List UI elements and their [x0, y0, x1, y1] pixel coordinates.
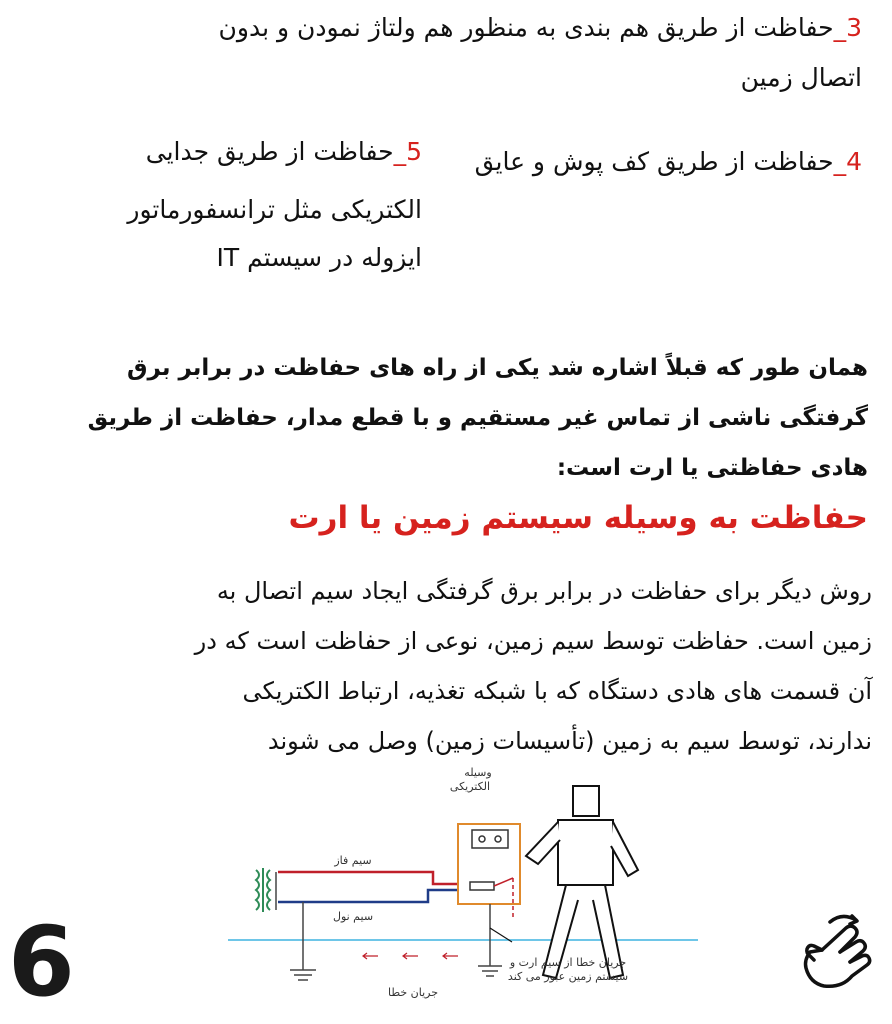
intro-line: گرفتگی ناشی از تماس غیر مستقیم و با قطع مدار، حفاظت از طریق [87, 405, 868, 431]
list-item-3-continued: اتصال زمین [740, 63, 862, 92]
neutral-wire [278, 890, 466, 902]
person-figure [526, 786, 638, 978]
body-line: زمین است. حفاظت توسط سیم زمین، نوعی از حفاظت است که در [194, 627, 872, 655]
phase-wire-label: سیم فاز [334, 854, 372, 867]
body-line: آن قسمت های هادی دستگاه که با شبکه تغذیه، ارتباط الکتریکی [242, 677, 872, 705]
item-text: حفاظت از طریق هم بندی به منظور هم ولتاژ نمودن و بدون [218, 13, 834, 42]
item-text: حفاظت از طریق جدایی [145, 137, 394, 166]
ground-symbol-icon [290, 970, 316, 980]
item-text: حفاظت از طریق کف پوش و عایق [474, 147, 834, 176]
transformer-coil-icon [256, 868, 270, 912]
list-item-5-continued: الکتریکی مثل ترانسفورماتور [127, 195, 422, 224]
fault-note: جریان خطا از سیم ارت و [509, 956, 627, 969]
list-item-5 [42, 128, 422, 176]
list-item-5-continued: ایزوله در سیستم IT [216, 243, 422, 272]
device-label: وسیله [464, 766, 492, 779]
earthing-diagram [228, 760, 698, 1018]
list-item-3 [32, 4, 862, 52]
item-number: 3_ [833, 13, 862, 42]
fault-current-arrows [363, 953, 458, 959]
body-line: روش دیگر برای حفاظت در برابر برق گرفتگی ایجاد سیم اتصال به [216, 577, 872, 605]
neutral-wire-label: سیم نول [332, 910, 374, 923]
ground-symbol-icon [478, 966, 502, 976]
body-line: ندارند، توسط سیم به زمین (تأسیسات زمین) وصل می شوند [267, 727, 872, 755]
list-item-4 [475, 138, 862, 186]
fault-note: سیستم زمین عبور می کند [507, 970, 629, 983]
fault-current-label: جریان خطا [387, 986, 439, 999]
page-number: 6 [8, 906, 75, 1018]
section-heading: حفاظت به وسیله سیستم زمین یا ارت [288, 500, 868, 536]
swipe-hand-icon [800, 910, 880, 1000]
phase-wire [278, 872, 466, 884]
intro-line: همان طور که قبلاً اشاره شد یکی از راه های حفاظت در برابر برق [126, 355, 868, 381]
item-number: 5_ [393, 137, 422, 166]
device-label: الکتریکی [449, 780, 491, 793]
intro-line: هادی حفاظتی یا ارت است: [556, 455, 868, 481]
item-number: 4_ [833, 147, 862, 176]
